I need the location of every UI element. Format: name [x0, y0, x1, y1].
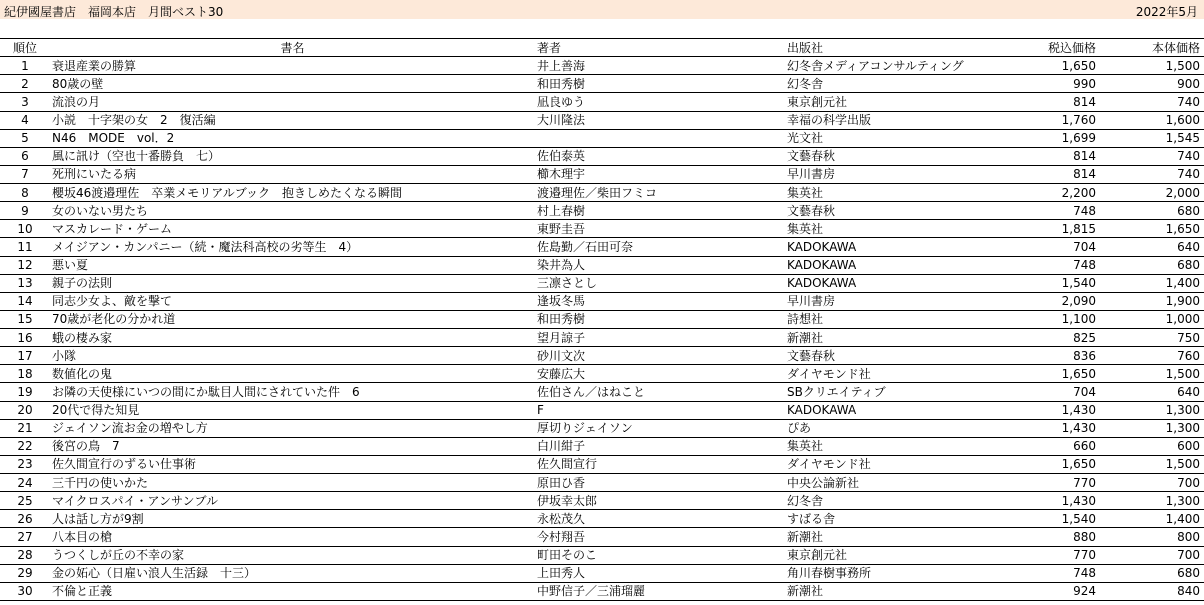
cell-price-base: 1,300 [1100, 401, 1204, 419]
cell-publisher: KADOKAWA [785, 274, 1000, 292]
header-publisher: 出版社 [785, 39, 1000, 57]
cell-price-incl: 2,090 [1000, 292, 1100, 310]
bestseller-table-container [0, 38, 1204, 601]
cell-price-base: 900 [1100, 75, 1204, 93]
cell-price-base: 1,500 [1100, 57, 1204, 75]
cell-title: 金の妬心（日雇い浪人生活録 十三） [50, 564, 535, 582]
cell-rank: 15 [0, 310, 50, 328]
table-row [0, 292, 1204, 310]
cell-price-incl: 770 [1000, 474, 1100, 492]
cell-rank: 19 [0, 383, 50, 401]
table-row [0, 129, 1204, 147]
cell-price-incl: 1,650 [1000, 57, 1100, 75]
cell-author: 伊坂幸太郎 [535, 492, 785, 510]
cell-rank: 13 [0, 274, 50, 292]
cell-rank: 3 [0, 93, 50, 111]
cell-price-incl: 704 [1000, 383, 1100, 401]
cell-publisher: 光文社 [785, 129, 1000, 147]
table-body [0, 57, 1204, 601]
cell-title: 数値化の鬼 [50, 365, 535, 383]
cell-title: 20代で得た知見 [50, 401, 535, 419]
table-row [0, 401, 1204, 419]
cell-title: 衰退産業の勝算 [50, 57, 535, 75]
cell-author: 和田秀樹 [535, 75, 785, 93]
cell-price-incl: 1,650 [1000, 455, 1100, 473]
cell-author: 望月諒子 [535, 329, 785, 347]
cell-price-incl: 748 [1000, 202, 1100, 220]
cell-price-base: 1,650 [1100, 220, 1204, 238]
cell-title: 不倫と正義 [50, 582, 535, 600]
cell-title: 同志少女よ、敵を撃て [50, 292, 535, 310]
cell-rank: 9 [0, 202, 50, 220]
cell-publisher: 集英社 [785, 220, 1000, 238]
table-row [0, 474, 1204, 492]
cell-rank: 7 [0, 165, 50, 183]
table-row [0, 383, 1204, 401]
cell-author: 原田ひ香 [535, 474, 785, 492]
page-title: 紀伊國屋書店 福岡本店 月間ベスト30 [4, 5, 224, 19]
cell-publisher: 詩想社 [785, 310, 1000, 328]
cell-price-incl: 1,699 [1000, 129, 1100, 147]
cell-price-base: 680 [1100, 564, 1204, 582]
cell-price-incl: 814 [1000, 147, 1100, 165]
table-row [0, 546, 1204, 564]
cell-title: マスカレード・ゲーム [50, 220, 535, 238]
cell-author: 佐島勤／石田可奈 [535, 238, 785, 256]
cell-price-base: 760 [1100, 347, 1204, 365]
cell-author: 佐伯泰英 [535, 147, 785, 165]
cell-title: メイジアン・カンパニー（続・魔法科高校の劣等生 4） [50, 238, 535, 256]
cell-price-base: 1,000 [1100, 310, 1204, 328]
cell-price-base: 740 [1100, 93, 1204, 111]
cell-author: 町田そのこ [535, 546, 785, 564]
cell-rank: 23 [0, 455, 50, 473]
cell-publisher: 集英社 [785, 184, 1000, 202]
cell-author: 白川紺子 [535, 437, 785, 455]
cell-author: 中野信子／三浦瑠麗 [535, 582, 785, 600]
bestseller-table [0, 38, 1204, 601]
cell-author: 東野圭吾 [535, 220, 785, 238]
cell-price-incl: 814 [1000, 93, 1100, 111]
cell-rank: 28 [0, 546, 50, 564]
cell-price-incl: 1,815 [1000, 220, 1100, 238]
cell-publisher: 東京創元社 [785, 546, 1000, 564]
cell-price-base: 740 [1100, 165, 1204, 183]
cell-author [535, 129, 785, 147]
cell-title: マイクロスパイ・アンサンブル [50, 492, 535, 510]
table-header-row [0, 39, 1204, 57]
cell-rank: 27 [0, 528, 50, 546]
cell-author: 逢坂冬馬 [535, 292, 785, 310]
table-row [0, 419, 1204, 437]
table-row [0, 347, 1204, 365]
cell-rank: 25 [0, 492, 50, 510]
header-banner [0, 0, 1204, 19]
table-row [0, 93, 1204, 111]
cell-publisher: 東京創元社 [785, 93, 1000, 111]
cell-title: 後宮の鳥 7 [50, 437, 535, 455]
cell-publisher: 文藝春秋 [785, 202, 1000, 220]
cell-title: 人は話し方が9割 [50, 510, 535, 528]
cell-price-base: 1,300 [1100, 419, 1204, 437]
period-label: 2022年5月 [1135, 5, 1198, 19]
cell-publisher: KADOKAWA [785, 256, 1000, 274]
cell-price-base: 1,400 [1100, 510, 1204, 528]
table-row [0, 455, 1204, 473]
cell-title: 流浪の月 [50, 93, 535, 111]
cell-author: 櫛木理宇 [535, 165, 785, 183]
cell-author: 渡邉理佐／柴田フミコ [535, 184, 785, 202]
cell-rank: 5 [0, 129, 50, 147]
cell-price-incl: 660 [1000, 437, 1100, 455]
cell-publisher: すばる舎 [785, 510, 1000, 528]
cell-publisher: 幻冬舎メディアコンサルティング [785, 57, 1000, 75]
cell-price-incl: 1,430 [1000, 492, 1100, 510]
cell-publisher: 早川書房 [785, 165, 1000, 183]
cell-price-base: 1,500 [1100, 455, 1204, 473]
cell-price-incl: 990 [1000, 75, 1100, 93]
cell-author: 井上善海 [535, 57, 785, 75]
cell-title: 70歳が老化の分かれ道 [50, 310, 535, 328]
cell-price-base: 640 [1100, 238, 1204, 256]
cell-price-incl: 924 [1000, 582, 1100, 600]
cell-publisher: 集英社 [785, 437, 1000, 455]
cell-rank: 21 [0, 419, 50, 437]
cell-author: 安藤広大 [535, 365, 785, 383]
table-row [0, 220, 1204, 238]
cell-publisher: 幸福の科学出版 [785, 111, 1000, 129]
table-row [0, 184, 1204, 202]
cell-title: 佐久間宣行のずるい仕事術 [50, 455, 535, 473]
cell-price-incl: 1,430 [1000, 401, 1100, 419]
cell-publisher: 新潮社 [785, 582, 1000, 600]
cell-author: 凪良ゆう [535, 93, 785, 111]
cell-rank: 6 [0, 147, 50, 165]
table-row [0, 528, 1204, 546]
cell-title: 80歳の壁 [50, 75, 535, 93]
cell-rank: 18 [0, 365, 50, 383]
cell-author: 村上春樹 [535, 202, 785, 220]
cell-publisher: 新潮社 [785, 528, 1000, 546]
header-price-incl: 税込価格 [1000, 39, 1100, 57]
cell-title: 小説 十字架の女 2 復活編 [50, 111, 535, 129]
cell-title: 風に訊け（空也十番勝負 七） [50, 147, 535, 165]
cell-price-base: 1,500 [1100, 365, 1204, 383]
cell-rank: 2 [0, 75, 50, 93]
cell-publisher: 中央公論新社 [785, 474, 1000, 492]
cell-price-base: 1,600 [1100, 111, 1204, 129]
cell-price-base: 680 [1100, 256, 1204, 274]
cell-price-base: 1,300 [1100, 492, 1204, 510]
cell-publisher: SBクリエイティブ [785, 383, 1000, 401]
cell-author: 三凛さとし [535, 274, 785, 292]
cell-price-base: 1,900 [1100, 292, 1204, 310]
cell-author: 永松茂久 [535, 510, 785, 528]
cell-rank: 29 [0, 564, 50, 582]
cell-publisher: 新潮社 [785, 329, 1000, 347]
cell-title: 親子の法則 [50, 274, 535, 292]
cell-rank: 20 [0, 401, 50, 419]
cell-title: 八本目の槍 [50, 528, 535, 546]
cell-price-base: 700 [1100, 474, 1204, 492]
cell-price-base: 640 [1100, 383, 1204, 401]
cell-price-incl: 748 [1000, 564, 1100, 582]
cell-publisher: 幻冬舎 [785, 75, 1000, 93]
cell-title: ジェイソン流お金の増やし方 [50, 419, 535, 437]
header-price-base: 本体価格 [1100, 39, 1204, 57]
cell-price-incl: 1,760 [1000, 111, 1100, 129]
cell-rank: 14 [0, 292, 50, 310]
table-row [0, 329, 1204, 347]
cell-price-incl: 880 [1000, 528, 1100, 546]
cell-title: うつくしが丘の不幸の家 [50, 546, 535, 564]
cell-price-base: 740 [1100, 147, 1204, 165]
table-row [0, 492, 1204, 510]
cell-rank: 30 [0, 582, 50, 600]
table-row [0, 582, 1204, 600]
cell-publisher: ぴあ [785, 419, 1000, 437]
cell-price-incl: 2,200 [1000, 184, 1100, 202]
header-rank: 順位 [0, 39, 50, 57]
cell-price-base: 2,000 [1100, 184, 1204, 202]
table-row [0, 111, 1204, 129]
cell-rank: 17 [0, 347, 50, 365]
table-row [0, 437, 1204, 455]
cell-rank: 1 [0, 57, 50, 75]
cell-author: 大川隆法 [535, 111, 785, 129]
cell-title: 小隊 [50, 347, 535, 365]
cell-price-incl: 1,100 [1000, 310, 1100, 328]
cell-author: 染井為人 [535, 256, 785, 274]
cell-price-base: 840 [1100, 582, 1204, 600]
cell-price-incl: 1,430 [1000, 419, 1100, 437]
cell-publisher: KADOKAWA [785, 401, 1000, 419]
table-row [0, 75, 1204, 93]
cell-title: N46 MODE vol．2 [50, 129, 535, 147]
cell-price-incl: 814 [1000, 165, 1100, 183]
table-row [0, 310, 1204, 328]
cell-price-incl: 1,540 [1000, 274, 1100, 292]
cell-author: 佐久間宣行 [535, 455, 785, 473]
cell-rank: 8 [0, 184, 50, 202]
cell-price-incl: 770 [1000, 546, 1100, 564]
cell-title: 櫻坂46渡邉理佐 卒業メモリアルブック 抱きしめたくなる瞬間 [50, 184, 535, 202]
header-title: 書名 [50, 39, 535, 57]
cell-price-incl: 825 [1000, 329, 1100, 347]
table-row [0, 57, 1204, 75]
cell-publisher: 幻冬舎 [785, 492, 1000, 510]
cell-publisher: 角川春樹事務所 [785, 564, 1000, 582]
table-row [0, 510, 1204, 528]
table-row [0, 147, 1204, 165]
cell-author: 佐伯さん／はねこと [535, 383, 785, 401]
cell-title: 三千円の使いかた [50, 474, 535, 492]
cell-title: 蛾の棲み家 [50, 329, 535, 347]
table-row [0, 202, 1204, 220]
cell-publisher: 早川書房 [785, 292, 1000, 310]
cell-author: 和田秀樹 [535, 310, 785, 328]
cell-publisher: ダイヤモンド社 [785, 365, 1000, 383]
cell-title: 女のいない男たち [50, 202, 535, 220]
cell-title: 悪い夏 [50, 256, 535, 274]
cell-author: 上田秀人 [535, 564, 785, 582]
table-row [0, 274, 1204, 292]
cell-price-incl: 704 [1000, 238, 1100, 256]
cell-rank: 12 [0, 256, 50, 274]
cell-price-base: 600 [1100, 437, 1204, 455]
cell-author: 砂川文次 [535, 347, 785, 365]
table-row [0, 238, 1204, 256]
cell-publisher: 文藝春秋 [785, 147, 1000, 165]
cell-price-base: 680 [1100, 202, 1204, 220]
cell-price-base: 800 [1100, 528, 1204, 546]
cell-price-incl: 836 [1000, 347, 1100, 365]
cell-title: お隣の天使様にいつの間にか駄目人間にされていた件 6 [50, 383, 535, 401]
cell-rank: 24 [0, 474, 50, 492]
cell-price-base: 700 [1100, 546, 1204, 564]
cell-price-base: 1,400 [1100, 274, 1204, 292]
table-row [0, 564, 1204, 582]
cell-price-base: 1,545 [1100, 129, 1204, 147]
cell-title: 死刑にいたる病 [50, 165, 535, 183]
table-row [0, 165, 1204, 183]
cell-author: 今村翔吾 [535, 528, 785, 546]
header-author: 著者 [535, 39, 785, 57]
cell-price-incl: 748 [1000, 256, 1100, 274]
cell-price-base: 750 [1100, 329, 1204, 347]
cell-rank: 26 [0, 510, 50, 528]
cell-price-incl: 1,650 [1000, 365, 1100, 383]
cell-rank: 11 [0, 238, 50, 256]
cell-rank: 10 [0, 220, 50, 238]
cell-publisher: ダイヤモンド社 [785, 455, 1000, 473]
cell-author: F [535, 401, 785, 419]
cell-publisher: 文藝春秋 [785, 347, 1000, 365]
cell-rank: 22 [0, 437, 50, 455]
cell-publisher: KADOKAWA [785, 238, 1000, 256]
cell-rank: 16 [0, 329, 50, 347]
table-row [0, 365, 1204, 383]
table-row [0, 256, 1204, 274]
cell-price-incl: 1,540 [1000, 510, 1100, 528]
cell-rank: 4 [0, 111, 50, 129]
cell-author: 厚切りジェイソン [535, 419, 785, 437]
